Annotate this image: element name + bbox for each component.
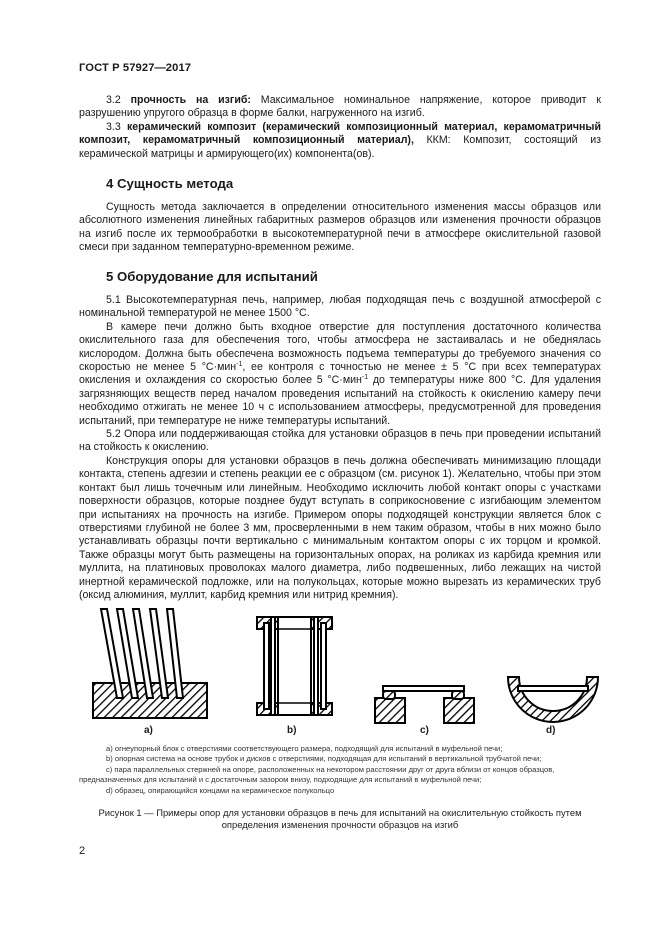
- figure-label-c: c): [420, 725, 429, 736]
- section-4-body: [79, 201, 601, 255]
- definition-term: прочность на изгиб:: [130, 94, 251, 106]
- definitions-block: [79, 94, 601, 161]
- definition-term: керамический композит (керамический композиционный материал, керамоматричный композит, керамоматричный композиционный материал),: [79, 120, 601, 147]
- figure-b-tube-support: [257, 617, 332, 715]
- figure-a-refractory-block: [93, 609, 207, 718]
- figure-1-drawing: [80, 605, 620, 745]
- section-4-title: 4 Сущность метода: [106, 176, 234, 191]
- figure-label-b: b): [287, 725, 297, 736]
- figure-label-d: d): [546, 725, 556, 736]
- section-4-paragraph: Сущность метода заключается в определении относительного изменения массы образцов или абсолютного изменения линейных габаритных размеров образцов или изменения прочности образцов на изгиб после их термообработки в высокотемпературной печи в атмосфере окислительной газовой смеси при заданном температурно-временном режиме.: [79, 201, 601, 254]
- figure-legend: [79, 744, 601, 796]
- section-5-body: [79, 294, 601, 602]
- figure-c-parallel-rods: [375, 686, 474, 723]
- figure-label-a: a): [144, 725, 153, 736]
- legend-item-b: b) опорная система на основе трубок и дисков с отверстиями, подходящая для испытаний в вертикальной трубчатой печи;: [106, 754, 542, 764]
- legend-item-d: d) образец, опирающийся концами на керамическое полукольцо: [106, 785, 335, 795]
- legend-item-c: c) пара параллельных стержней на опоре, расположенных на некотором расстоянии друг от друга вблизи от концов образцов, предназначенных для испытаний и с достаточным зазором внизу, подходящие для испытаний в муфельной печи;: [79, 764, 555, 785]
- page-number: 2: [79, 845, 86, 857]
- document-header: ГОСТ Р 57927—2017: [79, 62, 192, 74]
- figure-caption: Рисунок 1 — Примеры опор для установки образцов в печь для испытаний на окислительную стойкость путем определения изменения прочности образцов на изгиб: [98, 807, 582, 830]
- definition-3-2: 3.2 прочность на изгиб: Максимальное номинальное напряжение, которое приводит к разрушению упругого образца в форме балки, нагруженного на изгиб.: [79, 94, 601, 120]
- section-5-title: 5 Оборудование для испытаний: [106, 269, 318, 284]
- support-construction: Конструкция опоры для установки образцов в печь должна обеспечивать минимизацию площади контакта, степень адгезии и степень реакции ее с образцом (см. рисунок 1). Желательно, чтобы при этом контакт был лишь точечным или линейным. Необходимо исключить любой контакт опоры с участками поверхности образцов, которые позднее будут вступать в соприкосновение с изгибающим элементом при испытаниях на прочность на изгибе. Примером опоры подходящей конструкции является блок с отверстиями глубиной не более 3 мм, просверленными в нем таким образом, чтобы в них можно было устанавливать образцы почти вертикально с минимальным контактом опоры с их торцом и кромкой. Также образцы могут быть размещены на горизонтальных опорах, на роликах из карбида кремния или муллита, на платиновых проволоках малого диаметра, либо подвешенных, либо лежащих на чистой инертной керамической подложке, или на полукольцах, которые можно вырезать из керамических труб (оксид алюминия, муллит, карбид кремния или нитрид кремния).: [79, 454, 601, 601]
- definition-3-3: 3.3 керамический композит (керамический композиционный материал, керамоматричный композит, керамоматричный композиционный материал), ККМ: Композит, состоящий из керамической матрицы и армирующего(их) компонента(ов).: [79, 120, 601, 160]
- figure-d-half-ring: [508, 677, 598, 722]
- figure-1: [80, 605, 620, 745]
- furnace-requirements: В камере печи должно быть входное отверстие для поступления достаточного количества окислительного газа для обеспечения того, чтобы атмосфера не застаивалась и не обеднялась кислородом. Должна быть обеспечена возможность подъема температуры до требуемого значения со скоростью не менее 5 °С·мин$^{-1}$, ее контроля с точностью не менее ± 5 °С при всех температурах окисления и охлаждения со скоростью более 5 °С·мин$^{-1}$ до температуры ниже 800 °С. Для удаления загрязняющих веществ перед началом проведения испытаний на стойкость к окислению камеру печи необходимо отжигать не менее 10 ч с использованием атмосферы, предусмотренной для проведения испытаний, при температуре не ниже температуры испытаний.: [79, 320, 601, 427]
- section-5-1: 5.1 Высокотемпературная печь, например, любая подходящая печь с воздушной атмосферой с номинальной температурой не менее 1500 °С.: [79, 294, 601, 320]
- legend-item-a: a) огнеупорный блок с отверстиями соответствующего размера, подходящий для испытаний в муфельной печи;: [106, 744, 503, 753]
- section-5-2: 5.2 Опора или поддерживающая стойка для установки образцов в печь при проведении испытаний на стойкость к окислению.: [79, 428, 601, 454]
